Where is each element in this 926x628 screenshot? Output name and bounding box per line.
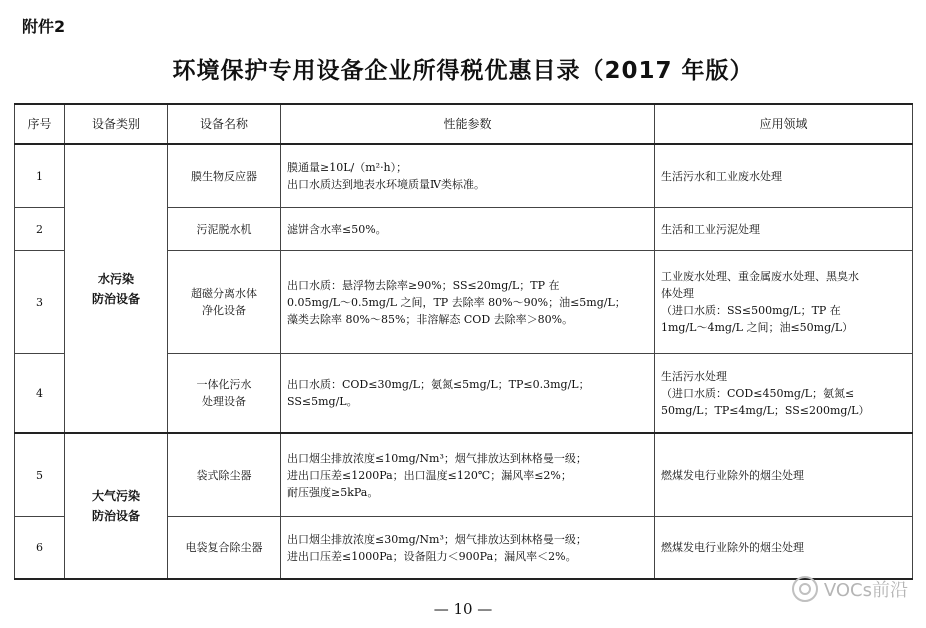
name-line: 一体化污水 [196,378,252,391]
equipment-name [168,144,281,208]
perf-line: 出口烟尘排放浓度≤30mg/Nm³；烟气排放达到林格曼一级； [287,532,587,546]
performance-cell [281,517,655,580]
name-line: 处理设备 [202,395,246,408]
row-seq: 4 [15,354,65,434]
equipment-name [168,208,281,251]
performance-cell [281,208,655,251]
performance-cell [281,251,655,354]
app-line: （进口水质：COD≤450mg/L；氨氮≤ [661,386,855,400]
performance-cell [281,144,655,208]
header-category: 设备类别 [65,104,168,144]
name-line: 电袋复合除尘器 [185,541,263,554]
perf-line: 耐压强度≥5kPa。 [287,485,379,499]
app-line: 1mg/L～4mg/L 之间；油≤50mg/L） [661,321,854,334]
application-cell [655,144,913,208]
perf-line: 膜通量≥10L/（m²·h）； [287,161,408,174]
app-line: 燃煤发电行业除外的烟尘处理 [661,541,804,554]
row-seq: 6 [15,517,65,580]
application-cell [655,433,913,517]
row-seq: 2 [15,208,65,251]
application-cell [655,208,913,251]
category-air [65,433,168,579]
equipment-name [168,251,281,354]
header-performance: 性能参数 [281,104,655,144]
table-row [15,144,913,208]
category-label: 水污染 [97,271,134,286]
perf-line: SS≤5mg/L。 [287,395,358,408]
perf-line: 出口水质：悬浮物去除率≥90%；SS≤20mg/L；TP 在 [287,278,560,292]
wechat-logo-icon [792,576,818,602]
app-line: 50mg/L；TP≤4mg/L；SS≤200mg/L） [661,403,870,417]
perf-line: 出口水质：COD≤30mg/L；氨氮≤5mg/L；TP≤0.3mg/L； [287,378,590,391]
header-name: 设备名称 [168,104,281,144]
row-seq: 1 [15,144,65,208]
app-line: 体处理 [661,287,694,300]
attachment-label: 附件2 [22,17,66,36]
name-line: 污泥脱水机 [196,222,252,236]
watermark [792,576,908,602]
watermark-text: VOCs前沿 [823,580,908,601]
app-line: 生活和工业污泥处理 [661,222,760,236]
page-title: 环境保护专用设备企业所得税优惠目录（2017 年版） [172,58,754,84]
name-line: 膜生物反应器 [191,169,257,183]
category-water [65,144,168,433]
performance-cell [281,354,655,434]
page-number: — 10 — [433,600,493,618]
perf-line: 0.05mg/L～0.5mg/L 之间，TP 去除率 80%～90%；油≤5mg/L； [287,295,626,309]
name-line: 净化设备 [202,304,246,317]
equipment-name [168,517,281,580]
category-label: 大气污染 [91,489,140,503]
perf-line: 出口水质达到地表水环境质量Ⅳ类标准。 [287,178,485,191]
category-label: 防治设备 [91,509,140,523]
perf-line: 进出口压差≤1200Pa；出口温度≤120℃；漏风率≤2%； [287,468,572,482]
catalog-table [14,103,913,580]
performance-cell [281,433,655,517]
header-seq: 序号 [15,104,65,144]
app-line: 工业废水处理、重金属废水处理、黑臭水 [661,270,859,283]
table-header-row [15,104,913,144]
application-cell [655,251,913,354]
app-line: （进口水质：SS≤500mg/L；TP 在 [661,304,841,317]
app-line: 燃煤发电行业除外的烟尘处理 [661,468,804,482]
category-label: 防治设备 [91,291,140,306]
equipment-name [168,354,281,434]
perf-line: 进出口压差≤1000Pa；设备阻力＜900Pa；漏风率＜2%。 [287,549,577,563]
perf-line: 藻类去除率 80%～85%；非溶解态 COD 去除率＞80%。 [287,312,574,326]
perf-line: 出口烟尘排放浓度≤10mg/Nm³；烟气排放达到林格曼一级； [287,451,587,465]
application-cell [655,517,913,580]
header-application: 应用领域 [655,104,913,144]
app-line: 生活污水和工业废水处理 [661,169,782,183]
perf-line: 滤饼含水率≤50%。 [287,222,387,236]
app-line: 生活污水处理 [661,369,727,383]
equipment-name [168,433,281,517]
row-seq: 3 [15,251,65,354]
row-seq: 5 [15,433,65,517]
name-line: 袋式除尘器 [196,468,252,482]
table-row [15,433,913,517]
application-cell [655,354,913,434]
name-line: 超磁分离水体 [191,287,257,300]
